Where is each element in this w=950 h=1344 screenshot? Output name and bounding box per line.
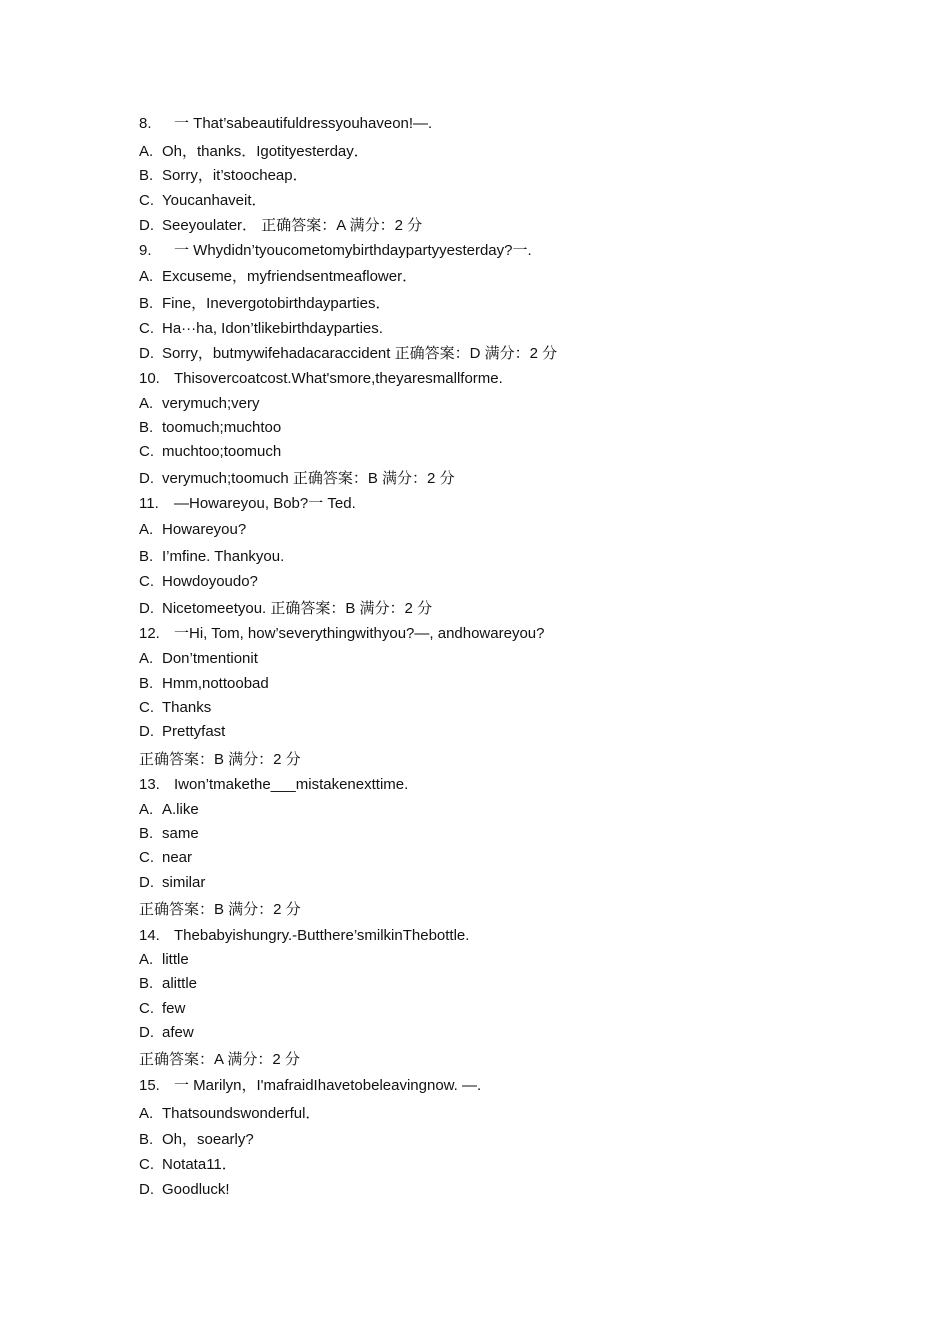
option-letter: D. (139, 723, 154, 740)
question-text: 一 That’sabeautifuldressyouhaveon!—. (174, 115, 433, 132)
option-letter: C. (139, 1000, 154, 1017)
question-text: Thisovercoatcost.What'smore,theyaresmallforme. (174, 370, 503, 387)
option-letter: D. (139, 470, 154, 487)
option-text: Fine，Inevergotobirthdayparties． (162, 295, 391, 312)
option-text: Goodluck! (162, 1181, 230, 1198)
question-number: 8. (139, 115, 152, 132)
option-letter: C. (139, 573, 154, 590)
option-letter: A. (139, 143, 154, 160)
option-text: Howdoyoudo? (162, 573, 258, 590)
option-10a (139, 394, 260, 414)
option-letter: A. (139, 801, 154, 818)
option-14a (139, 950, 189, 970)
option-letter: A. (139, 521, 154, 538)
option-text: Nicetomeetyou. 正确答案：B 满分：2 分 (162, 600, 433, 617)
option-9a (139, 267, 417, 287)
option-9b (139, 294, 390, 314)
option-9d (139, 344, 557, 364)
option-letter: A. (139, 1105, 154, 1122)
option-letter: A. (139, 650, 154, 667)
option-letter: C. (139, 192, 154, 209)
option-10b (139, 418, 281, 438)
option-text: afew (162, 1024, 194, 1041)
option-letter: C. (139, 443, 154, 460)
question-12-stem (139, 624, 544, 644)
option-11d (139, 599, 432, 619)
option-letter: D. (139, 217, 154, 234)
question-number: 12. (139, 625, 160, 642)
answer-13: 正确答案：B 满分：2 分 (139, 901, 301, 918)
question-number: 11. (139, 495, 159, 512)
answer-12: 正确答案：B 满分：2 分 (139, 751, 301, 768)
option-15c (139, 1155, 237, 1175)
option-14d (139, 1023, 194, 1043)
option-text: Sorry，butmywifehadacaraccident 正确答案：D 满分：2 分 (162, 345, 558, 362)
option-text: little (162, 951, 189, 968)
option-8c (139, 191, 267, 211)
question-text: 一 Marilyn，I'mafraidIhavetobeleavingnow. —. (174, 1077, 482, 1094)
option-text: Oh，soearly? (162, 1131, 254, 1148)
option-letter: D. (139, 600, 154, 617)
option-letter: C. (139, 699, 154, 716)
question-9-stem (139, 241, 532, 261)
option-text: Don’tmentionit (162, 650, 258, 667)
option-letter: A. (139, 951, 154, 968)
option-15d (139, 1180, 230, 1200)
question-14-stem (139, 926, 469, 946)
question-number: 13. (139, 776, 160, 793)
option-10c (139, 442, 281, 462)
option-text: verymuch;toomuch 正确答案：B 满分：2 分 (162, 470, 455, 487)
option-text: few (162, 1000, 186, 1017)
option-13a (139, 800, 199, 820)
option-text: I’mfine. Thankyou. (162, 548, 285, 565)
option-text: Notata11． (162, 1156, 237, 1173)
option-text: Prettyfast (162, 723, 226, 740)
option-11c (139, 572, 258, 592)
option-letter: B. (139, 419, 154, 436)
option-9c (139, 319, 383, 339)
option-14b (139, 974, 197, 994)
option-text: Ha···ha, Idon’tlikebirthdayparties. (162, 320, 383, 337)
option-letter: B. (139, 975, 154, 992)
option-text: near (162, 849, 193, 866)
option-11a (139, 520, 246, 540)
option-14c (139, 999, 185, 1019)
option-text: verymuch;very (162, 395, 260, 412)
option-13b (139, 824, 199, 844)
option-letter: B. (139, 675, 154, 692)
question-number: 15. (139, 1077, 160, 1094)
option-text: Oh，thanks．Igotityesterday． (162, 143, 369, 160)
option-letter: B. (139, 167, 154, 184)
question-text: 一 Whydidn’tyoucometomybirthdaypartyyesterday?一. (174, 242, 532, 259)
option-text: muchtoo;toomuch (162, 443, 282, 460)
question-8-stem (139, 114, 432, 134)
question-number: 14. (139, 927, 160, 944)
option-letter: B. (139, 548, 154, 565)
option-letter: D. (139, 345, 154, 362)
option-text: alittle (162, 975, 198, 992)
question-11-stem (139, 494, 356, 514)
option-text: Hmm,nottoobad (162, 675, 269, 692)
option-letter: D. (139, 874, 154, 891)
option-letter: C. (139, 849, 154, 866)
option-letter: C. (139, 320, 154, 337)
question-number: 10. (139, 370, 160, 387)
option-10d (139, 469, 455, 489)
option-letter: B. (139, 825, 154, 842)
option-letter: B. (139, 295, 154, 312)
option-12b (139, 674, 269, 694)
option-text: Thatsoundswonderful． (162, 1105, 321, 1122)
option-text: toomuch;muchtoo (162, 419, 282, 436)
question-13-stem (139, 775, 408, 795)
option-text: A.like (162, 801, 199, 818)
option-15a (139, 1104, 320, 1124)
option-text: similar (162, 874, 206, 891)
option-letter: D. (139, 1024, 154, 1041)
option-text: Thanks (162, 699, 212, 716)
question-text: Iwon’tmakethe___mistakenexttime. (174, 776, 409, 793)
option-letter: A. (139, 395, 154, 412)
option-letter: A. (139, 268, 154, 285)
option-8a (139, 142, 369, 162)
option-text: Youcanhaveit． (162, 192, 267, 209)
option-11b (139, 547, 284, 567)
option-text: same (162, 825, 199, 842)
option-letter: B. (139, 1131, 154, 1148)
option-12c (139, 698, 211, 718)
question-number: 9. (139, 242, 152, 259)
question-text: Thebabyishungry.-Butthere’smilkinThebottle. (174, 927, 470, 944)
option-12a (139, 649, 258, 669)
option-text: Howareyou? (162, 521, 247, 538)
answer-14: 正确答案：A 满分：2 分 (139, 1051, 300, 1068)
question-10-stem (139, 369, 503, 389)
question-15-stem (139, 1076, 481, 1096)
option-letter: C. (139, 1156, 154, 1173)
option-12d (139, 722, 225, 742)
option-8d (139, 216, 422, 236)
option-13d (139, 873, 205, 893)
option-8b (139, 166, 308, 186)
question-text: —Howareyou, Bob?一 Ted. (174, 495, 356, 512)
question-text: 一Hi, Tom, how’severythingwithyou?—, andhowareyou? (174, 625, 545, 642)
option-text: Excuseme，myfriendsentmeaflower． (162, 268, 418, 285)
option-letter: D. (139, 1181, 154, 1198)
option-text: Seeyoulater． 正确答案：A 满分：2 分 (162, 217, 423, 234)
option-13c (139, 848, 192, 868)
option-15b (139, 1130, 254, 1150)
option-text: Sorry，it’stoocheap． (162, 167, 308, 184)
